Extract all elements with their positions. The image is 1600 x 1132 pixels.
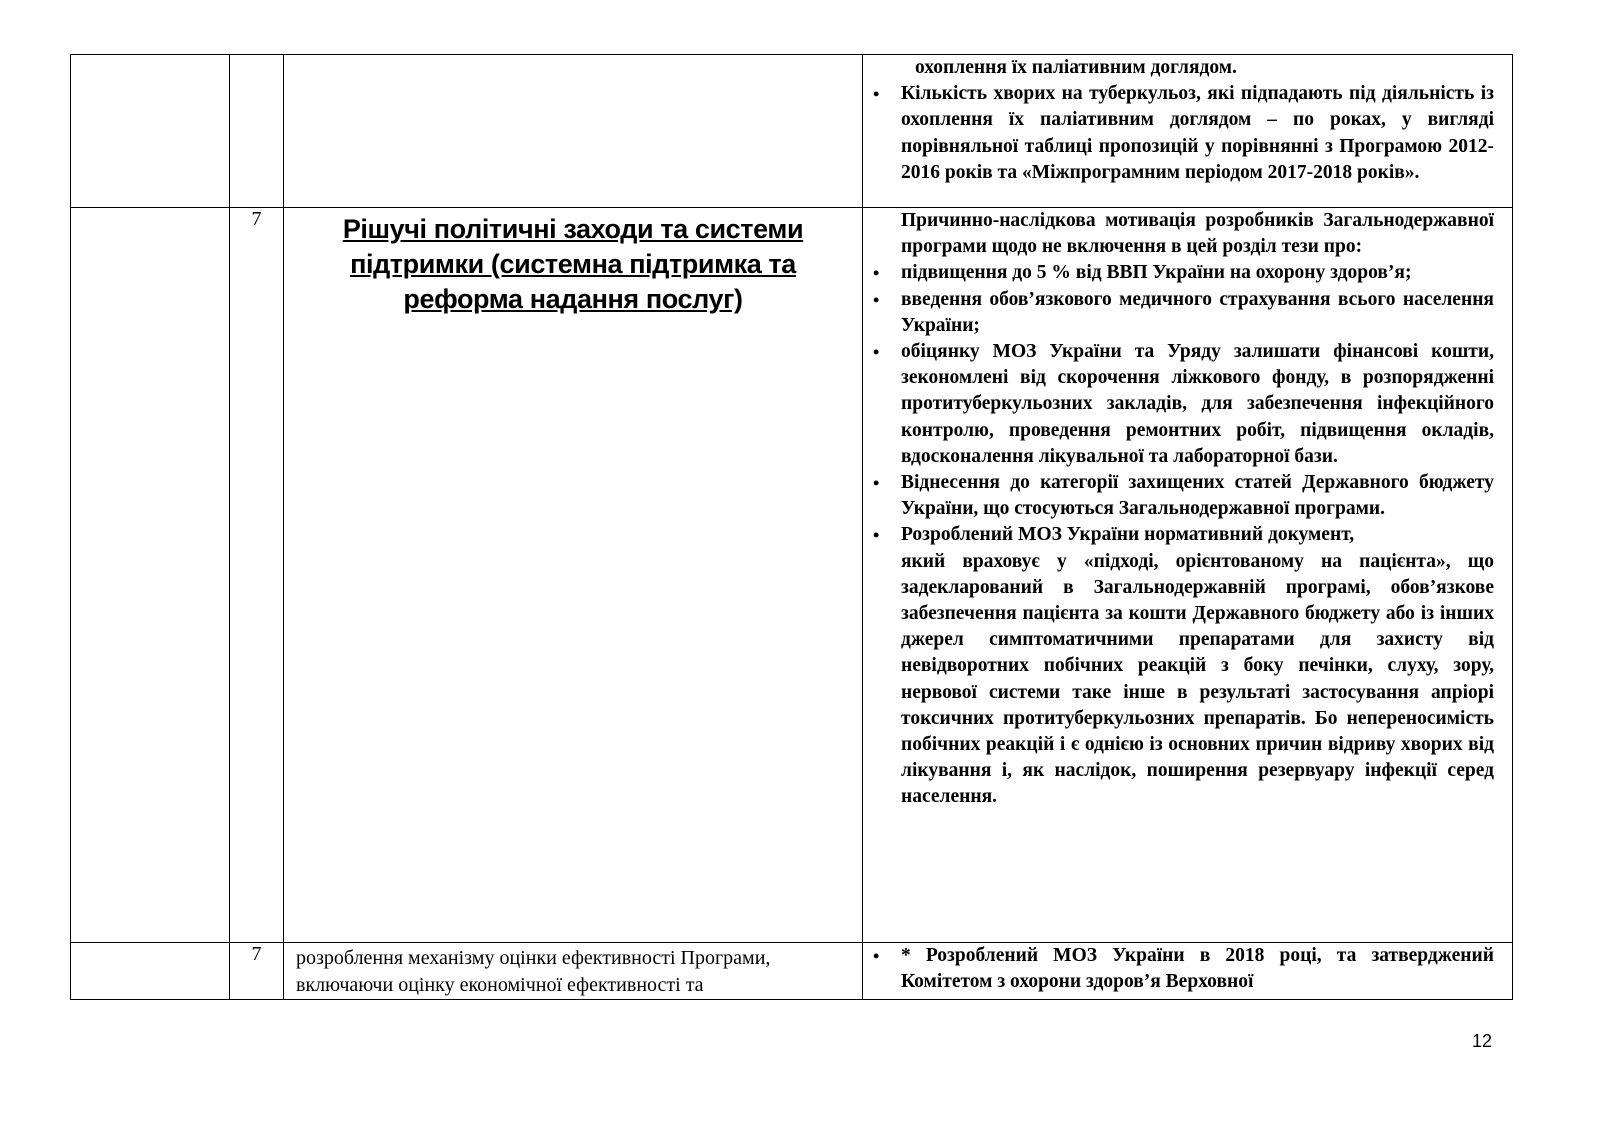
comment-cell: [863, 208, 1513, 943]
bullet-icon: •: [873, 525, 880, 546]
section-heading: Рішучі політичні заходи та системи підтримки (системна підтримка та реформа надання послуг): [342, 214, 804, 314]
empty-cell: [71, 208, 230, 943]
comment-cell: [863, 55, 1513, 208]
bullet-icon: •: [873, 342, 880, 363]
bullet-text: Кількість хворих на туберкульоз, які підпадають під діяльність із охоплення їх паліативним доглядом – по роках, у вигляді порівняльної таблиці пропозицій у порівнянні з Програмою 2012-2016 років та «Міжпрограмним періодом 2017-2018 років».: [901, 83, 1494, 183]
bullet-text: Розроблений МОЗ України нормативний документ,: [901, 524, 1355, 546]
bullet-icon: •: [873, 473, 880, 494]
list-item: [863, 943, 1512, 995]
bullet-icon: •: [873, 289, 880, 310]
list-item: [863, 287, 1512, 339]
table-row: [71, 208, 1513, 943]
list-item: [863, 470, 1512, 522]
bullet-icon: •: [873, 84, 880, 105]
section-cell: [284, 943, 863, 1000]
comments-table: [70, 54, 1513, 1000]
comment-intro: Причинно-наслідкова мотивація розробників Загальнодержавної програми щодо не включення в цей розділ тези про:: [901, 210, 1494, 258]
bullet-text: Віднесення до категорії захищених статей Державного бюджету України, що стосуються Загальнодержавної програми.: [901, 472, 1494, 520]
comment-lead: охоплення їх паліативним доглядом.: [915, 57, 1237, 78]
table-row: [71, 55, 1513, 208]
bullet-text: * Розроблений МОЗ України в 2018 році, та затверджений Комітетом з охорони здоров’я Верховної: [901, 945, 1494, 993]
row-number: 7: [230, 943, 284, 1000]
table-row: [71, 943, 1513, 1000]
bullet-text: обіцянку МОЗ України та Уряду залишати фінансові кошти, зекономлені від скорочення ліжкового фонду, в розпорядженні протитуберкульозних закладів, для забезпечення інфекційного контролю, проведення ремонтних робіт, підвищення окладів, вдосконалення лікувальної та лабораторної бази.: [901, 341, 1494, 467]
comment-cell: [863, 943, 1513, 1000]
row-number: [230, 55, 284, 208]
list-item: [863, 260, 1512, 286]
empty-cell: [71, 55, 230, 208]
page-number: 12: [1472, 1031, 1493, 1051]
bullet-text: підвищення до 5 % від ВВП України на охорону здоров’я;: [901, 262, 1412, 284]
list-item: [863, 81, 1512, 186]
comment-tail: який враховує у «підході, орієнтованому на пацієнта», що задекларований в Загальнодержавній програмі, обов’язкове забезпечення пацієнта за кошти Державного бюджету або із інших джерел симптоматичними препаратами для захисту від невідворотних побічних реакцій з боку печінки, слуху, зору, нервової системи таке інше в результаті застосування апріорі токсичних протитуберкульозних препаратів. Бо непереносимість побічних реакцій і є однією із основних причин відриву хворих від лікування і, як наслідок, поширення резервуару інфекції серед населення.: [901, 550, 1494, 808]
list-item: [863, 522, 1512, 548]
bullet-icon: •: [873, 946, 880, 966]
bullet-icon: •: [873, 263, 880, 284]
list-item: [863, 339, 1512, 470]
section-cell: [284, 55, 863, 208]
bullet-text: введення обов’язкового медичного страхування всього населення України;: [901, 288, 1494, 336]
empty-cell: [71, 943, 230, 1000]
section-text: розроблення механізму оцінки ефективності Програми, включаючи оцінку економічної ефективності та: [296, 947, 771, 996]
section-cell: [284, 208, 863, 943]
row-number: 7: [230, 208, 284, 943]
